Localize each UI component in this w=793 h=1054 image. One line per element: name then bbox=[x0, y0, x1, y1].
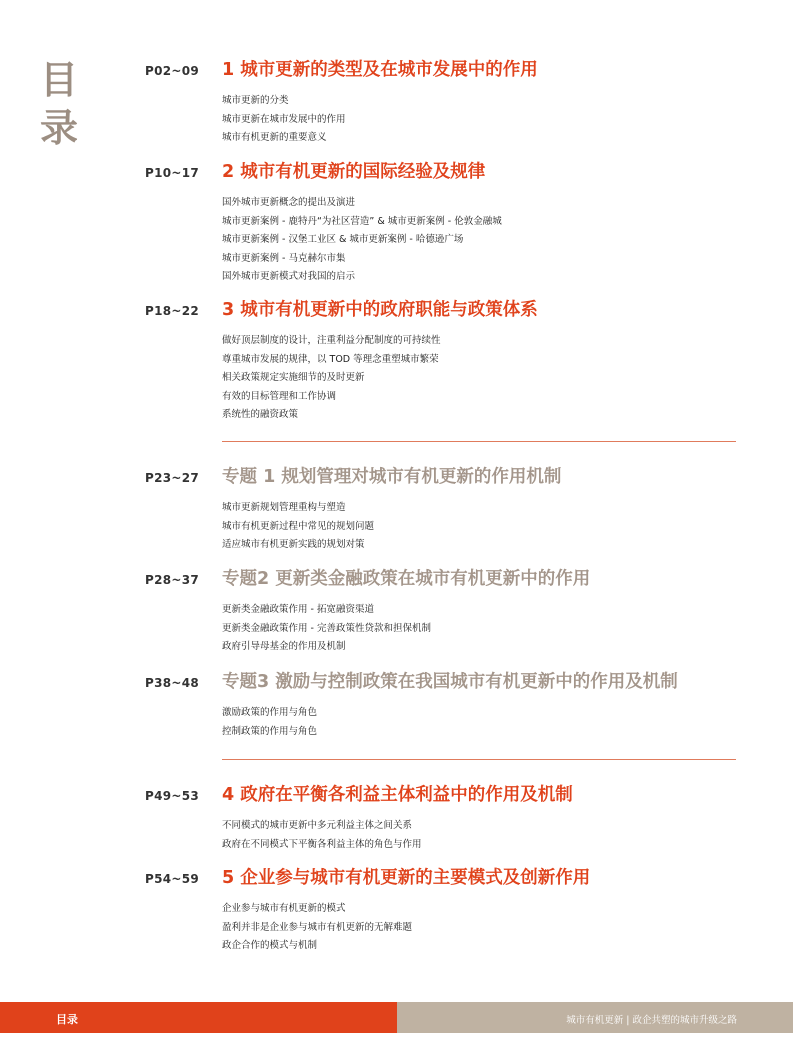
page-range: P28~37 bbox=[145, 573, 200, 587]
toc-item[interactable]: 企业参与城市有机更新的模式 bbox=[222, 903, 346, 914]
toc-item[interactable]: 政企合作的模式与机制 bbox=[222, 940, 318, 951]
toc-item[interactable]: 国外城市更新模式对我国的启示 bbox=[222, 271, 356, 282]
section-heading[interactable]: 1 城市更新的类型及在城市发展中的作用 bbox=[222, 60, 538, 80]
toc-item[interactable]: 激励政策的作用与角色 bbox=[222, 707, 318, 718]
page-range: P38~48 bbox=[145, 676, 200, 690]
footer-left-text: 目录 bbox=[56, 1013, 78, 1026]
section-heading[interactable]: 5 企业参与城市有机更新的主要模式及创新作用 bbox=[222, 868, 591, 888]
page-title bbox=[40, 56, 84, 152]
toc-item[interactable]: 做好顶层制度的设计，注重利益分配制度的可持续性 bbox=[222, 335, 441, 346]
footer-bar bbox=[0, 1002, 793, 1033]
toc-item[interactable]: 尊重城市发展的规律，以 TOD 等理念重塑城市繁荣 bbox=[222, 353, 439, 365]
toc-item[interactable]: 系统性的融资政策 bbox=[222, 409, 299, 420]
section-heading[interactable]: 4 政府在平衡各利益主体利益中的作用及机制 bbox=[222, 785, 573, 805]
toc-item[interactable]: 城市更新的分类 bbox=[222, 95, 289, 106]
page-range: P10~17 bbox=[145, 166, 200, 180]
page-range: P23~27 bbox=[145, 471, 200, 485]
toc-item[interactable]: 更新类金融政策作用 - 完善政策性贷款和担保机制 bbox=[222, 622, 431, 634]
section-divider bbox=[222, 441, 736, 442]
toc-item[interactable]: 城市有机更新过程中常见的规划问题 bbox=[222, 520, 375, 532]
toc-item[interactable]: 有效的目标管理和工作协调 bbox=[222, 390, 337, 402]
footer-right-text: 城市有机更新 | 政企共塑的城市升级之路 bbox=[566, 1015, 737, 1026]
toc-item[interactable]: 城市有机更新的重要意义 bbox=[222, 132, 327, 143]
page-range: P49~53 bbox=[145, 789, 200, 803]
toc-item[interactable]: 城市更新规划管理重构与塑造 bbox=[222, 502, 346, 513]
toc-item[interactable]: 更新类金融政策作用 - 拓宽融资渠道 bbox=[222, 604, 374, 615]
page-range: P54~59 bbox=[145, 872, 200, 886]
page-range: P02~09 bbox=[145, 64, 200, 78]
section-heading[interactable]: 2 城市有机更新的国际经验及规律 bbox=[222, 162, 486, 182]
topic-heading[interactable]: 专题 1 规划管理对城市有机更新的作用机制 bbox=[222, 467, 562, 487]
toc-item[interactable]: 政府在不同模式下平衡各利益主体的角色与作用 bbox=[222, 838, 422, 850]
page-range: P18~22 bbox=[145, 304, 200, 318]
page-title-char: 目 bbox=[40, 58, 79, 102]
toc-item[interactable]: 城市更新案例 - 汉堡工业区 & 城市更新案例 - 哈德逊广场 bbox=[222, 234, 464, 245]
toc-item[interactable]: 控制政策的作用与角色 bbox=[222, 725, 318, 737]
toc-item[interactable]: 适应城市有机更新实践的规划对策 bbox=[222, 539, 365, 550]
section-divider bbox=[222, 759, 736, 760]
topic-heading[interactable]: 专题3 激励与控制政策在我国城市有机更新中的作用及机制 bbox=[222, 672, 678, 692]
toc-item[interactable]: 城市更新案例 - 鹿特丹“为社区营造” & 城市更新案例 - 伦敦金融城 bbox=[222, 215, 502, 227]
toc-item[interactable]: 城市更新在城市发展中的作用 bbox=[222, 113, 346, 125]
toc-item[interactable]: 相关政策规定实施细节的及时更新 bbox=[222, 372, 365, 383]
footer-report-title bbox=[397, 1002, 793, 1033]
toc-item[interactable]: 城市更新案例 - 马克赫尔市集 bbox=[222, 252, 346, 264]
footer-section-label bbox=[0, 1002, 397, 1033]
toc-item[interactable]: 政府引导母基金的作用及机制 bbox=[222, 641, 346, 652]
toc-item[interactable]: 不同模式的城市更新中多元利益主体之间关系 bbox=[222, 820, 413, 831]
page-title-char: 录 bbox=[40, 106, 79, 150]
toc-item[interactable]: 国外城市更新概念的提出及演进 bbox=[222, 197, 356, 208]
topic-heading[interactable]: 专题2 更新类金融政策在城市有机更新中的作用 bbox=[222, 569, 591, 589]
section-heading[interactable]: 3 城市有机更新中的政府职能与政策体系 bbox=[222, 300, 538, 320]
toc-item[interactable]: 盈利并非是企业参与城市有机更新的无解难题 bbox=[222, 921, 413, 933]
